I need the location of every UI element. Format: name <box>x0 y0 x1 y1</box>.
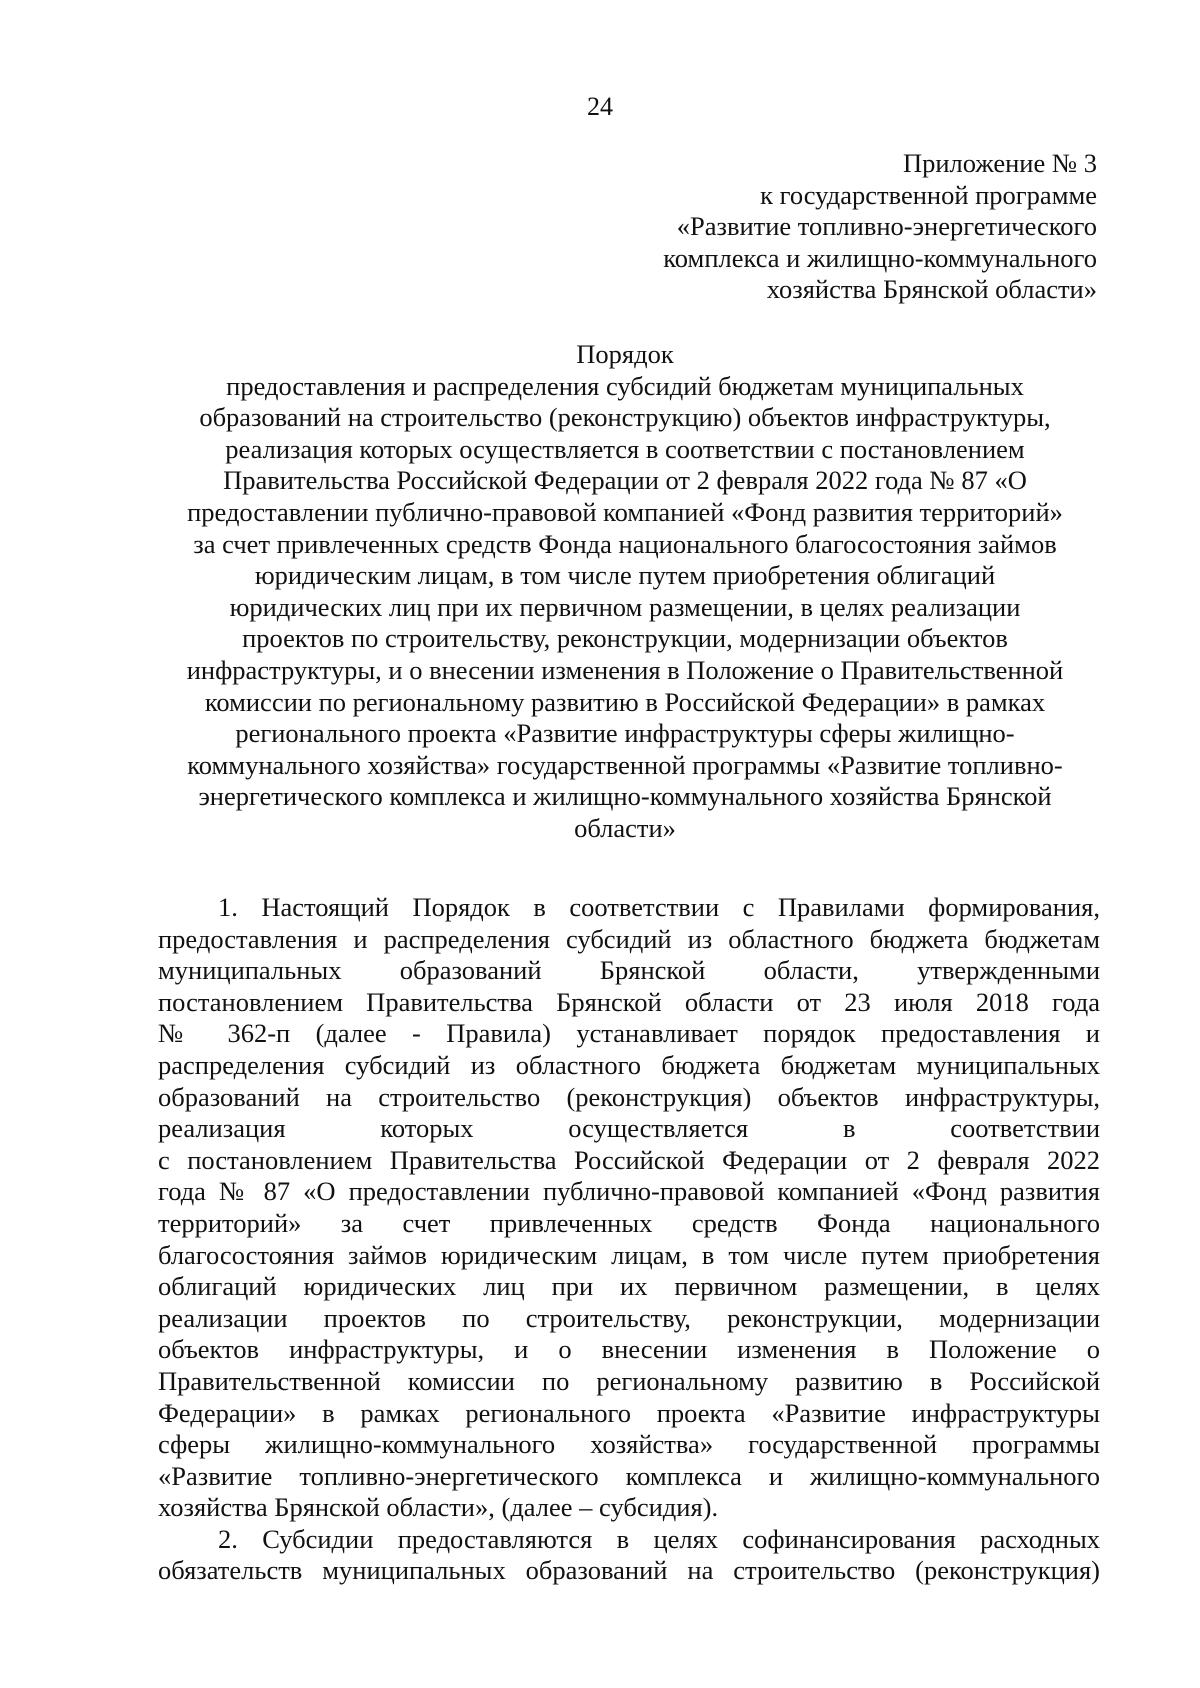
subtitle-line: области» <box>574 812 676 843</box>
paragraph-1-line: реализации проектов по строительству, реконструкции, модернизации <box>158 1302 1100 1333</box>
subtitle-line: предоставления и распределения субсидий бюджетам муниципальных <box>226 370 1024 401</box>
paragraph-1-line: хозяйства Брянской области», (далее – субсидия). <box>158 1492 719 1523</box>
subtitle-line: образований на строительство (реконструкцию) объектов инфраструктуры, <box>199 402 1051 433</box>
subtitle-line: энергетического комплекса и жилищно-коммунального хозяйства Брянской <box>198 781 1052 812</box>
paragraph-1-line: облигаций юридических лиц при их первичном размещении, в целях <box>158 1271 1100 1302</box>
paragraph-1-line: благосостояния займов юридическим лицам, в том числе путем приобретения <box>158 1239 1100 1270</box>
subtitle-line: регионального проекта «Развитие инфраструктуры сферы жилищно- <box>235 718 1015 749</box>
appendix-line: к государственной программе <box>760 179 1097 210</box>
paragraph-1-line: сферы жилищно-коммунального хозяйства» государственной программы <box>158 1429 1100 1460</box>
subtitle-line: юридическим лицам, в том числе путем приобретения облигаций <box>254 560 996 591</box>
paragraph-1-line: Федерации» в рамках регионального проекта «Развитие инфраструктуры <box>158 1397 1100 1428</box>
document-heading <box>150 339 1100 845</box>
subtitle-line: инфраструктуры, и о внесении изменения в Положение о Правительственной <box>186 654 1064 685</box>
paragraph-1-line: территорий» за счет привлеченных средств Фонда национального <box>158 1207 1100 1238</box>
subtitle-line: за счет привлеченных средств Фонда национального благосостояния займов <box>193 528 1057 559</box>
paragraph-1-line: «Развитие топливно-энергетического комплекса и жилищно-коммунального <box>158 1460 1100 1491</box>
subtitle-line: проектов по строительству, реконструкции, модернизации объектов <box>242 623 1008 654</box>
paragraph-1-line: с постановлением Правительства Российской Федерации от 2 февраля 2022 <box>158 1144 1100 1175</box>
paragraph-1-line: объектов инфраструктуры, и о внесении изменения в Положение о <box>158 1334 1100 1365</box>
paragraph-1-line: года № 87 «О предоставлении публично-правовой компанией «Фонд развития <box>158 1176 1100 1207</box>
subtitle-line: комиссии по региональному развитию в Российской Федерации» в рамках <box>204 686 1046 717</box>
paragraph-1-line: постановлением Правительства Брянской области от 23 июля 2018 года <box>158 986 1100 1017</box>
paragraph-1-line: 1. Настоящий Порядок в соответствии с Правилами формирования, <box>218 892 1100 922</box>
paragraph-1-line: реализация которых осуществляется в соответствии <box>158 1113 1100 1144</box>
paragraph-1-line: предоставления и распределения субсидий из областного бюджета бюджетам <box>158 923 1100 954</box>
appendix-line: «Развитие топливно-энергетического <box>676 211 1097 241</box>
appendix-line: Приложение № 3 <box>902 148 1097 178</box>
appendix-line: комплекса и жилищно-коммунального <box>663 242 1097 273</box>
subtitle-line: коммунального хозяйства» государственной программы «Развитие топливно- <box>187 749 1063 780</box>
paragraph-2-line: 2. Субсидии предоставляются в целях софинансирования расходных <box>218 1523 1100 1554</box>
subtitle-line: предоставлении публично-правовой компанией «Фонд развития территорий» <box>187 496 1063 527</box>
paragraph-1-line: № 362-п (далее - Правила) устанавливает порядок предоставления и <box>158 1018 1100 1049</box>
appendix-line: хозяйства Брянской области» <box>766 274 1097 304</box>
body-text <box>158 892 1100 1587</box>
paragraph-1-line: Правительственной комиссии по региональному развитию в Российской <box>158 1365 1100 1396</box>
paragraph-1-line: образований на строительство (реконструкция) объектов инфраструктуры, <box>158 1081 1100 1112</box>
subtitle-line: Правительства Российской Федерации от 2 февраля 2022 года № 87 «О <box>223 465 1027 496</box>
page-number: 24 <box>587 92 613 121</box>
paragraph-1-line: распределения субсидий из областного бюджета бюджетам муниципальных <box>158 1049 1100 1080</box>
paragraph-2-line: обязательств муниципальных образований на строительство (реконструкция) <box>158 1555 1100 1586</box>
subtitle-line: юридических лиц при их первичном размещении, в целях реализации <box>229 591 1021 622</box>
paragraph-1-line: муниципальных образований Брянской области, утвержденными <box>158 955 1100 986</box>
subtitle-line: реализация которых осуществляется в соответствии с постановлением <box>225 433 1025 464</box>
appendix-block <box>497 148 1097 306</box>
document-title: Порядок <box>576 339 674 369</box>
